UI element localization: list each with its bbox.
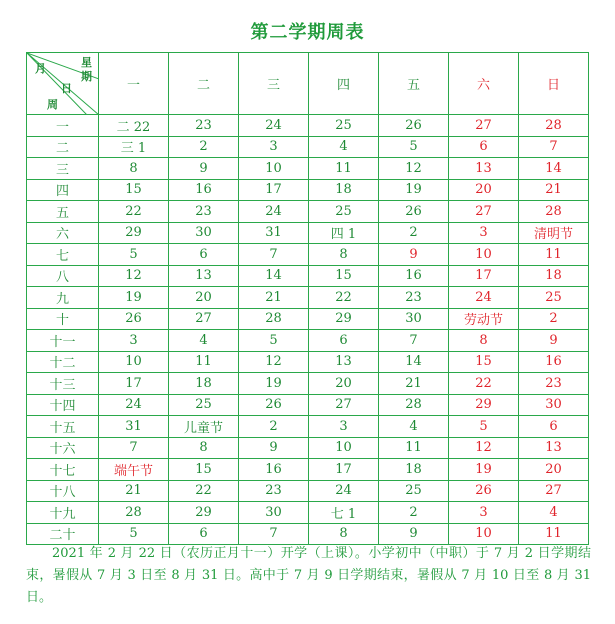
day-cell: 19 xyxy=(379,179,449,201)
day-cell: 七 1 xyxy=(309,502,379,524)
day-cell: 7 xyxy=(379,330,449,352)
day-cell: 17 xyxy=(99,373,169,395)
day-cell: 22 xyxy=(309,287,379,309)
weekday-header: 五 xyxy=(379,53,449,115)
day-cell: 端午节 xyxy=(99,459,169,481)
day-cell: 29 xyxy=(169,502,239,524)
week-number-cell: 六 xyxy=(27,222,99,244)
day-cell: 11 xyxy=(519,523,589,545)
day-cell: 23 xyxy=(169,115,239,137)
day-cell: 16 xyxy=(379,265,449,287)
semester-note: 2021 年 2 月 22 日（农历正月十一）开学（上课）。小学初中（中职）于 7 月 2 日学期结束，暑假从 7 月 3 日至 8 月 31 日。高中于 7 月 9 日学期结束，暑假从 7 月 10 日至 8 月 31 日。 xyxy=(26,546,591,605)
day-cell: 15 xyxy=(99,179,169,201)
day-cell: 27 xyxy=(169,308,239,330)
day-cell: 30 xyxy=(519,394,589,416)
week-number-cell: 十四 xyxy=(27,394,99,416)
week-number-cell: 十八 xyxy=(27,480,99,502)
day-cell: 19 xyxy=(99,287,169,309)
weekday-header: 三 xyxy=(239,53,309,115)
day-cell: 21 xyxy=(99,480,169,502)
table-row xyxy=(27,330,589,352)
table-row xyxy=(27,158,589,180)
day-cell: 20 xyxy=(519,459,589,481)
day-cell: 9 xyxy=(239,437,309,459)
day-cell: 21 xyxy=(379,373,449,395)
day-cell: 27 xyxy=(449,115,519,137)
calendar-body xyxy=(27,115,589,545)
day-cell: 20 xyxy=(169,287,239,309)
table-row xyxy=(27,502,589,524)
table-row xyxy=(27,244,589,266)
weekday-header: 二 xyxy=(169,53,239,115)
week-number-cell: 十二 xyxy=(27,351,99,373)
table-row xyxy=(27,351,589,373)
day-cell: 28 xyxy=(519,201,589,223)
day-cell: 二 22 xyxy=(99,115,169,137)
day-cell: 27 xyxy=(519,480,589,502)
day-cell: 劳动节 xyxy=(449,308,519,330)
day-cell: 16 xyxy=(519,351,589,373)
day-cell: 10 xyxy=(99,351,169,373)
week-number-cell: 十三 xyxy=(27,373,99,395)
day-cell: 20 xyxy=(449,179,519,201)
day-cell: 28 xyxy=(99,502,169,524)
day-cell: 23 xyxy=(169,201,239,223)
week-number-cell: 一 xyxy=(27,115,99,137)
day-cell: 10 xyxy=(449,244,519,266)
day-cell: 8 xyxy=(449,330,519,352)
day-cell: 26 xyxy=(379,201,449,223)
day-cell: 26 xyxy=(449,480,519,502)
day-cell: 22 xyxy=(99,201,169,223)
table-row xyxy=(27,179,589,201)
day-cell: 25 xyxy=(309,201,379,223)
corner-weekday-label-1: 星 xyxy=(81,56,92,69)
day-cell: 24 xyxy=(449,287,519,309)
day-cell: 12 xyxy=(239,351,309,373)
day-cell: 29 xyxy=(449,394,519,416)
day-cell: 29 xyxy=(99,222,169,244)
day-cell: 8 xyxy=(309,244,379,266)
day-cell: 25 xyxy=(519,287,589,309)
day-cell: 6 xyxy=(449,136,519,158)
day-cell: 22 xyxy=(169,480,239,502)
day-cell: 2 xyxy=(379,502,449,524)
day-cell: 3 xyxy=(99,330,169,352)
day-cell: 31 xyxy=(239,222,309,244)
day-cell: 11 xyxy=(309,158,379,180)
week-number-cell: 八 xyxy=(27,265,99,287)
corner-weekday-label-2: 期 xyxy=(81,70,92,83)
day-cell: 26 xyxy=(239,394,309,416)
day-cell: 16 xyxy=(239,459,309,481)
week-number-cell: 十五 xyxy=(27,416,99,438)
day-cell: 22 xyxy=(449,373,519,395)
day-cell: 25 xyxy=(379,480,449,502)
day-cell: 23 xyxy=(379,287,449,309)
day-cell: 27 xyxy=(449,201,519,223)
day-cell: 27 xyxy=(309,394,379,416)
day-cell: 28 xyxy=(239,308,309,330)
day-cell: 10 xyxy=(449,523,519,545)
day-cell: 24 xyxy=(239,201,309,223)
weekday-header: 六 xyxy=(449,53,519,115)
table-row xyxy=(27,308,589,330)
day-cell: 4 xyxy=(379,416,449,438)
day-cell: 9 xyxy=(379,523,449,545)
day-cell: 3 xyxy=(449,222,519,244)
day-cell: 10 xyxy=(239,158,309,180)
day-cell: 8 xyxy=(169,437,239,459)
day-cell: 24 xyxy=(99,394,169,416)
week-number-cell: 十九 xyxy=(27,502,99,524)
week-number-cell: 十七 xyxy=(27,459,99,481)
day-cell: 17 xyxy=(449,265,519,287)
day-cell: 7 xyxy=(99,437,169,459)
day-cell: 3 xyxy=(309,416,379,438)
day-cell: 14 xyxy=(519,158,589,180)
day-cell: 9 xyxy=(169,158,239,180)
day-cell: 13 xyxy=(309,351,379,373)
day-cell: 9 xyxy=(379,244,449,266)
day-cell: 15 xyxy=(309,265,379,287)
table-row xyxy=(27,416,589,438)
day-cell: 13 xyxy=(449,158,519,180)
day-cell: 4 xyxy=(309,136,379,158)
day-cell: 15 xyxy=(449,351,519,373)
day-cell: 5 xyxy=(379,136,449,158)
day-cell: 6 xyxy=(309,330,379,352)
day-cell: 三 1 xyxy=(99,136,169,158)
week-number-cell: 四 xyxy=(27,179,99,201)
week-number-cell: 五 xyxy=(27,201,99,223)
week-number-cell: 九 xyxy=(27,287,99,309)
day-cell: 20 xyxy=(309,373,379,395)
table-row xyxy=(27,394,589,416)
table-row xyxy=(27,523,589,545)
day-cell: 10 xyxy=(309,437,379,459)
week-number-cell: 七 xyxy=(27,244,99,266)
day-cell: 30 xyxy=(239,502,309,524)
day-cell: 12 xyxy=(379,158,449,180)
corner-week-label: 周 xyxy=(47,98,58,111)
day-cell: 29 xyxy=(309,308,379,330)
day-cell: 18 xyxy=(379,459,449,481)
day-cell: 19 xyxy=(449,459,519,481)
day-cell: 11 xyxy=(379,437,449,459)
corner-month-label: 月 xyxy=(35,62,46,75)
day-cell: 8 xyxy=(309,523,379,545)
day-cell: 13 xyxy=(169,265,239,287)
day-cell: 19 xyxy=(239,373,309,395)
day-cell: 7 xyxy=(239,244,309,266)
day-cell: 5 xyxy=(449,416,519,438)
table-row xyxy=(27,115,589,137)
day-cell: 5 xyxy=(99,244,169,266)
day-cell: 16 xyxy=(169,179,239,201)
table-row xyxy=(27,480,589,502)
day-cell: 14 xyxy=(239,265,309,287)
day-cell: 18 xyxy=(519,265,589,287)
day-cell: 21 xyxy=(239,287,309,309)
day-cell: 2 xyxy=(239,416,309,438)
day-cell: 13 xyxy=(519,437,589,459)
day-cell: 2 xyxy=(379,222,449,244)
day-cell: 6 xyxy=(519,416,589,438)
day-cell: 儿童节 xyxy=(169,416,239,438)
day-cell: 2 xyxy=(169,136,239,158)
day-cell: 4 xyxy=(519,502,589,524)
day-cell: 5 xyxy=(239,330,309,352)
day-cell: 30 xyxy=(379,308,449,330)
week-calendar-table xyxy=(26,52,589,545)
day-cell: 7 xyxy=(239,523,309,545)
day-cell: 9 xyxy=(519,330,589,352)
day-cell: 26 xyxy=(379,115,449,137)
week-number-cell: 二 xyxy=(27,136,99,158)
day-cell: 25 xyxy=(309,115,379,137)
day-cell: 11 xyxy=(169,351,239,373)
day-cell: 21 xyxy=(519,179,589,201)
day-cell: 6 xyxy=(169,244,239,266)
day-cell: 12 xyxy=(449,437,519,459)
weekday-header: 一 xyxy=(99,53,169,115)
week-number-cell: 十 xyxy=(27,308,99,330)
day-cell: 24 xyxy=(309,480,379,502)
day-cell: 5 xyxy=(99,523,169,545)
day-cell: 2 xyxy=(519,308,589,330)
day-cell: 18 xyxy=(309,179,379,201)
day-cell: 24 xyxy=(239,115,309,137)
week-number-cell: 二十 xyxy=(27,523,99,545)
table-row xyxy=(27,287,589,309)
table-row xyxy=(27,265,589,287)
table-row xyxy=(27,459,589,481)
weekday-header: 日 xyxy=(519,53,589,115)
weekday-header: 四 xyxy=(309,53,379,115)
day-cell: 6 xyxy=(169,523,239,545)
corner-cell xyxy=(27,53,99,115)
day-cell: 17 xyxy=(239,179,309,201)
week-number-cell: 十一 xyxy=(27,330,99,352)
day-cell: 3 xyxy=(239,136,309,158)
day-cell: 14 xyxy=(379,351,449,373)
week-number-cell: 三 xyxy=(27,158,99,180)
day-cell: 8 xyxy=(99,158,169,180)
page-title: 第二学期周表 xyxy=(250,22,365,43)
day-cell: 17 xyxy=(309,459,379,481)
table-row xyxy=(27,201,589,223)
day-cell: 30 xyxy=(169,222,239,244)
day-cell: 15 xyxy=(169,459,239,481)
day-cell: 3 xyxy=(449,502,519,524)
day-cell: 四 1 xyxy=(309,222,379,244)
day-cell: 12 xyxy=(99,265,169,287)
day-cell: 28 xyxy=(379,394,449,416)
day-cell: 31 xyxy=(99,416,169,438)
week-number-cell: 十六 xyxy=(27,437,99,459)
day-cell: 23 xyxy=(239,480,309,502)
day-cell: 清明节 xyxy=(519,222,589,244)
day-cell: 11 xyxy=(519,244,589,266)
table-row xyxy=(27,437,589,459)
day-cell: 18 xyxy=(169,373,239,395)
table-row xyxy=(27,222,589,244)
table-row xyxy=(27,373,589,395)
day-cell: 7 xyxy=(519,136,589,158)
day-cell: 26 xyxy=(99,308,169,330)
table-row xyxy=(27,136,589,158)
day-cell: 23 xyxy=(519,373,589,395)
header-row xyxy=(27,53,589,115)
day-cell: 4 xyxy=(169,330,239,352)
day-cell: 25 xyxy=(169,394,239,416)
corner-day-label: 日 xyxy=(61,82,72,95)
day-cell: 28 xyxy=(519,115,589,137)
